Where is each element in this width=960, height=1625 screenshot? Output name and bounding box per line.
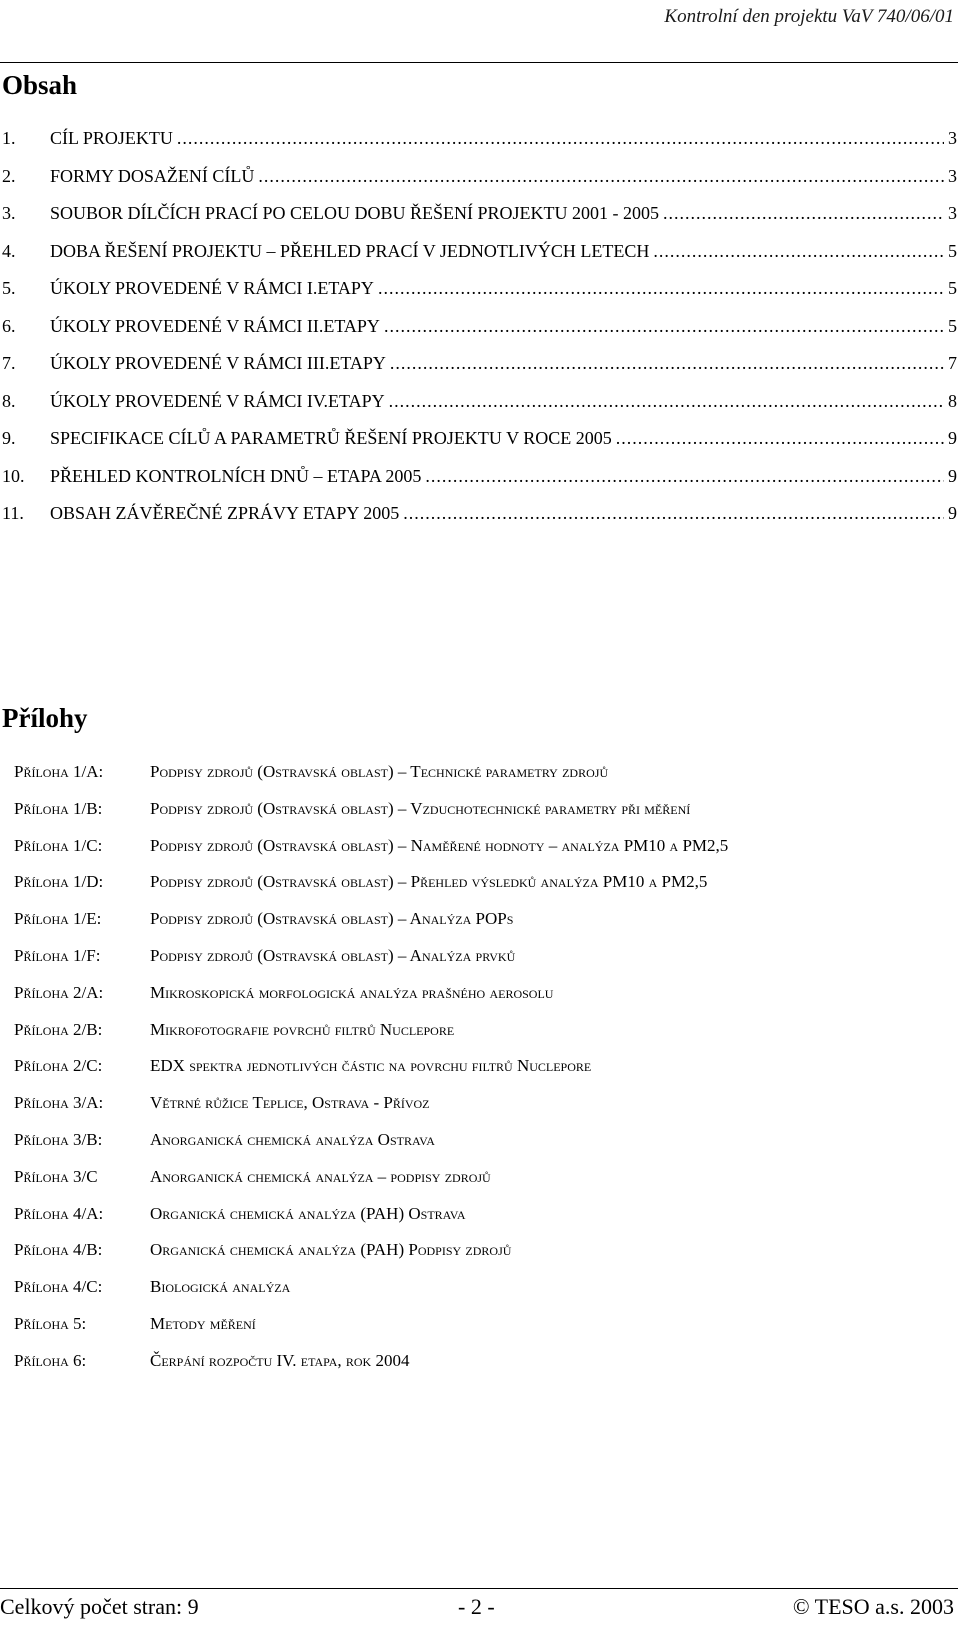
annex-label: Příloha 5: — [14, 1313, 87, 1333]
annex-description: Čerpání rozpočtu IV. etapa, rok 2004 — [150, 1350, 410, 1370]
toc-item-number: 5. — [2, 278, 16, 298]
dot-leader — [616, 428, 944, 449]
annex-description: Organická chemická analýza (PAH) Ostrava — [150, 1203, 466, 1223]
dot-leader — [378, 278, 944, 299]
toc-item-number: 3. — [2, 203, 16, 223]
toc-item-title: ÚKOLY PROVEDENÉ V RÁMCI I.ETAPY — [50, 278, 374, 298]
annex-label: Příloha 4/B: — [14, 1240, 103, 1260]
annex-item — [14, 946, 944, 983]
annex-description: Podpisy zdrojů (Ostravská oblast) – Přehled výsledků analýza PM10 a PM2,5 — [150, 872, 708, 892]
toc-item-number: 10. — [2, 465, 25, 486]
toc-item-number: 11. — [2, 503, 24, 523]
annex-label: Příloha 4/A: — [14, 1203, 104, 1223]
toc-item-number: 2. — [2, 165, 16, 186]
toc-item[interactable] — [2, 466, 957, 504]
toc-item-title: PŘEHLED KONTROLNÍCH DNŮ – ETAPA 2005 — [50, 465, 422, 486]
toc-item-title: FORMY DOSAŽENÍ CÍLŮ — [50, 165, 255, 186]
toc-item-page: 5 — [948, 278, 957, 298]
annex-description: Podpisy zdrojů (Ostravská oblast) – Vzduchotechnické parametry při měření — [150, 798, 691, 818]
annex-item — [14, 983, 944, 1020]
annex-item — [14, 836, 944, 873]
annex-label: Příloha 3/A: — [14, 1093, 104, 1113]
annex-label: Příloha 1/C: — [14, 835, 103, 855]
toc-item-title: CÍL PROJEKTU — [50, 128, 173, 148]
annex-item — [14, 1351, 944, 1388]
toc-item[interactable] — [2, 391, 957, 429]
annex-description: EDX spektra jednotlivých částic na povrchu filtrů Nuclepore — [150, 1056, 592, 1076]
annex-item — [14, 872, 944, 909]
toc-item-page: 3 — [948, 165, 957, 186]
annexes-heading: Přílohy — [2, 703, 88, 733]
toc-item[interactable] — [2, 503, 957, 541]
toc-item-page: 9 — [948, 503, 957, 523]
header-text: Kontrolní den projektu VaV 740/06/01 — [664, 6, 954, 27]
dot-leader — [403, 503, 944, 524]
toc-item[interactable] — [2, 316, 957, 354]
dot-leader — [653, 241, 944, 262]
toc-item-title: ÚKOLY PROVEDENÉ V RÁMCI II.ETAPY — [50, 315, 380, 336]
toc-item-number: 8. — [2, 390, 16, 411]
toc-item-number: 4. — [2, 240, 16, 261]
annex-label: Příloha 1/D: — [14, 872, 104, 892]
footer-page-number: - 2 - — [458, 1594, 495, 1619]
annex-label: Příloha 1/B: — [14, 798, 103, 818]
toc-item[interactable] — [2, 353, 957, 391]
dot-leader — [389, 391, 944, 412]
annex-description: Metody měření — [150, 1313, 256, 1333]
annex-item — [14, 1020, 944, 1057]
toc-item-number: 9. — [2, 428, 16, 448]
toc-item-title: ÚKOLY PROVEDENÉ V RÁMCI III.ETAPY — [50, 353, 386, 373]
annex-description: Podpisy zdrojů (Ostravská oblast) – Technické parametry zdrojů — [150, 762, 609, 781]
toc-item[interactable] — [2, 203, 957, 241]
toc-item[interactable] — [2, 166, 957, 204]
annex-item — [14, 1167, 944, 1204]
page-header — [0, 0, 958, 63]
toc-item-title: DOBA ŘEŠENÍ PROJEKTU – PŘEHLED PRACÍ V JEDNOTLIVÝCH LETECH — [50, 240, 650, 261]
table-of-contents — [2, 128, 957, 541]
toc-item-title: OBSAH ZÁVĚREČNÉ ZPRÁVY ETAPY 2005 — [50, 503, 400, 523]
dot-leader — [425, 466, 944, 487]
annex-item — [14, 1093, 944, 1130]
toc-item-page: 3 — [948, 128, 957, 148]
annex-label: Příloha 1/F: — [14, 945, 101, 965]
annex-item — [14, 1056, 944, 1093]
annex-label: Příloha 2/A: — [14, 982, 104, 1002]
annex-label: Příloha 6: — [14, 1350, 87, 1370]
annex-description: Mikroskopická morfologická analýza prašného aerosolu — [150, 982, 554, 1002]
toc-item-title: SOUBOR DÍLČÍCH PRACÍ PO CELOU DOBU ŘEŠENÍ PROJEKTU 2001 - 2005 — [50, 203, 660, 223]
toc-item[interactable] — [2, 128, 957, 166]
toc-item-number: 6. — [2, 315, 16, 336]
annex-label: Příloha 2/C: — [14, 1056, 103, 1076]
annex-description: Podpisy zdrojů (Ostravská oblast) – Analýza POPs — [150, 909, 514, 929]
footer-page-count: Celkový počet stran: 9 — [0, 1594, 199, 1619]
toc-item-page: 7 — [948, 353, 957, 373]
annex-item — [14, 1314, 944, 1351]
toc-item-page: 5 — [948, 240, 957, 261]
annex-label: Příloha 3/B: — [14, 1129, 103, 1149]
annex-item — [14, 1277, 944, 1314]
toc-item-page: 3 — [948, 203, 957, 223]
annex-item — [14, 799, 944, 836]
annex-description: Biologická analýza — [150, 1277, 291, 1297]
toc-item-number: 1. — [2, 128, 16, 148]
toc-item-title: ÚKOLY PROVEDENÉ V RÁMCI IV.ETAPY — [50, 390, 385, 411]
annex-label: Příloha 4/C: — [14, 1277, 103, 1297]
annex-item — [14, 909, 944, 946]
annex-description: Mikrofotografie povrchů filtrů Nuclepore — [150, 1019, 455, 1039]
toc-item-title: SPECIFIKACE CÍLŮ A PARAMETRŮ ŘEŠENÍ PROJEKTU V ROCE 2005 — [50, 428, 612, 448]
annex-description: Anorganická chemická analýza Ostrava — [150, 1129, 435, 1149]
toc-item[interactable] — [2, 428, 957, 466]
annex-list — [14, 762, 944, 1388]
annex-description: Podpisy zdrojů (Ostravská oblast) – Analýza prvků — [150, 945, 516, 965]
page-footer — [0, 1588, 958, 1625]
dot-leader — [258, 166, 944, 187]
annex-item — [14, 1130, 944, 1167]
annex-label: Příloha 1/A: — [14, 762, 104, 781]
annex-description: Podpisy zdrojů (Ostravská oblast) – Naměřené hodnoty – analýza PM10 a PM2,5 — [150, 835, 729, 855]
annex-item — [14, 1240, 944, 1277]
annex-description: Anorganická chemická analýza – podpisy zdrojů — [150, 1166, 491, 1186]
footer-copyright: © TESO a.s. 2003 — [792, 1594, 954, 1619]
annex-item — [14, 1204, 944, 1241]
dot-leader — [177, 128, 944, 149]
dot-leader — [663, 203, 944, 224]
contents-heading: Obsah — [2, 70, 78, 100]
dot-leader — [390, 353, 944, 374]
annex-item — [14, 762, 944, 799]
annex-label: Příloha 2/B: — [14, 1019, 103, 1039]
toc-item-page: 9 — [948, 465, 957, 486]
annex-label: Příloha 1/E: — [14, 909, 102, 929]
toc-item[interactable] — [2, 278, 957, 316]
annex-description: Větrné růžice Teplice, Ostrava - Přívoz — [150, 1093, 430, 1113]
annex-label: Příloha 3/C — [14, 1166, 98, 1186]
toc-item-page: 9 — [948, 428, 957, 448]
toc-item-page: 5 — [948, 315, 957, 336]
annex-description: Organická chemická analýza (PAH) Podpisy zdrojů — [150, 1240, 512, 1260]
toc-item[interactable] — [2, 241, 957, 279]
toc-item-page: 8 — [948, 390, 957, 411]
toc-item-number: 7. — [2, 353, 16, 373]
dot-leader — [384, 316, 944, 337]
